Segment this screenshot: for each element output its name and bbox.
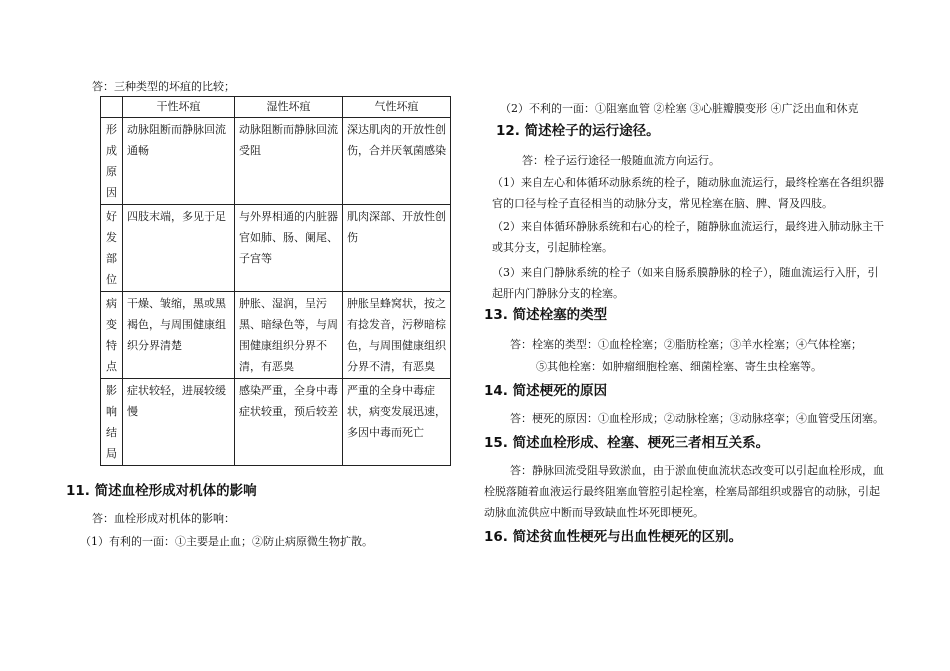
- row-label: 好 发 部 位: [101, 205, 123, 292]
- row-label: 影 响 结 局: [101, 379, 123, 466]
- table-cell: 感染严重，全身中毒症状较重，预后较差: [235, 379, 343, 466]
- table-cell: 动脉阻断而静脉回流通畅: [123, 118, 235, 205]
- question-13-answer-2: ⑤其他栓塞：如肿瘤细胞栓塞、细菌栓塞、寄生虫栓塞等。: [536, 360, 822, 373]
- table-cell: 四肢末端，多见于足: [123, 205, 235, 292]
- question-11-item-1: （1）有利的一面：①主要是止血；②防止病原微生物扩散。: [80, 535, 373, 548]
- table-header-row: [101, 97, 451, 118]
- question-12-item-1: （1）来自左心和体循环动脉系统的栓子，随动脉血流运行，最终栓塞在各组织器官的口径与栓子直径相当的动脉分支，常见栓塞在脑、脾、肾及四肢。: [492, 176, 884, 210]
- table-row: [101, 292, 451, 379]
- row-label: 形 成 原 因: [101, 118, 123, 205]
- table-header-gas: 气性坏疽: [343, 97, 451, 118]
- gangrene-comparison-table: [100, 96, 451, 466]
- question-15-answer: 答：静脉回流受阻导致淤血，由于淤血使血流状态改变可以引起血栓形成，血栓脱落随着血液运行最终阻塞血管腔引起栓塞，栓塞局部组织或器官的动脉，引起动脉血流供应中断而导致缺血性坏死即梗死。: [484, 464, 884, 519]
- question-12-item-2: （2）来自体循环静脉系统和右心的栓子，随静脉血流运行，最终进入肺动脉主干或其分支，引起肺栓塞。: [492, 220, 884, 254]
- row-label: 病 变 特 点: [101, 292, 123, 379]
- question-12-answer: 答：栓子运行途径一般随血流方向运行。: [522, 154, 720, 167]
- table-cell: 严重的全身中毒症状，病变发展迅速，多因中毒而死亡: [343, 379, 451, 466]
- question-11-item-2: （2）不利的一面：①阻塞血管 ②栓塞 ③心脏瓣膜变形 ④广泛出血和休克: [500, 102, 859, 115]
- question-12-title: 12. 简述栓子的运行途径。: [496, 123, 660, 139]
- question-11-answer: 答：血栓形成对机体的影响：: [92, 512, 235, 525]
- question-13-answer-1: 答：栓塞的类型：①血栓栓塞；②脂肪栓塞；③羊水栓塞；④气体栓塞；: [510, 338, 862, 351]
- table-cell: 动脉阻断而静脉回流受阻: [235, 118, 343, 205]
- question-12-item-3: （3）来自门静脉系统的栓子（如来自肠系膜静脉的栓子），随血流运行入肝，引起肝内门静脉分支的栓塞。: [492, 266, 879, 300]
- table-cell: 肌肉深部、开放性创伤: [343, 205, 451, 292]
- table-cell: 肿胀呈蜂窝状，按之有捻发音，污秽暗棕色，与周围健康组织分界不清，有恶臭: [343, 292, 451, 379]
- question-14-answer: 答：梗死的原因：①血栓形成；②动脉栓塞；③动脉痉挛；④血管受压闭塞。: [510, 412, 884, 425]
- table-cell: 与外界相通的内脏器官如肺、肠、阑尾、子宫等: [235, 205, 343, 292]
- table-cell: 症状较轻，进展较缓慢: [123, 379, 235, 466]
- question-15-title: 15. 简述血栓形成、栓塞、梗死三者相互关系。: [484, 435, 770, 451]
- table-cell: 深达肌肉的开放性创伤，合并厌氧菌感染: [343, 118, 451, 205]
- table-row: [101, 379, 451, 466]
- table-cell: 肿胀、湿润，呈污黑、暗绿色等，与周围健康组织分界不清，有恶臭: [235, 292, 343, 379]
- question-13-title: 13. 简述栓塞的类型: [484, 307, 608, 323]
- question-11-title: 11. 简述血栓形成对机体的影响: [66, 483, 257, 499]
- table-header-wet: 湿性坏疽: [235, 97, 343, 118]
- answer-intro: 答：三种类型的坏疽的比较；: [92, 80, 235, 93]
- question-14-title: 14. 简述梗死的原因: [484, 383, 608, 399]
- table-header-corner: [101, 97, 123, 118]
- question-16-title: 16. 简述贫血性梗死与出血性梗死的区别。: [484, 529, 743, 545]
- table-cell: 干燥、皱缩，黑或黑褐色，与周围健康组织分界清楚: [123, 292, 235, 379]
- table-header-dry: 干性坏疽: [123, 97, 235, 118]
- table-row: [101, 118, 451, 205]
- table-row: [101, 205, 451, 292]
